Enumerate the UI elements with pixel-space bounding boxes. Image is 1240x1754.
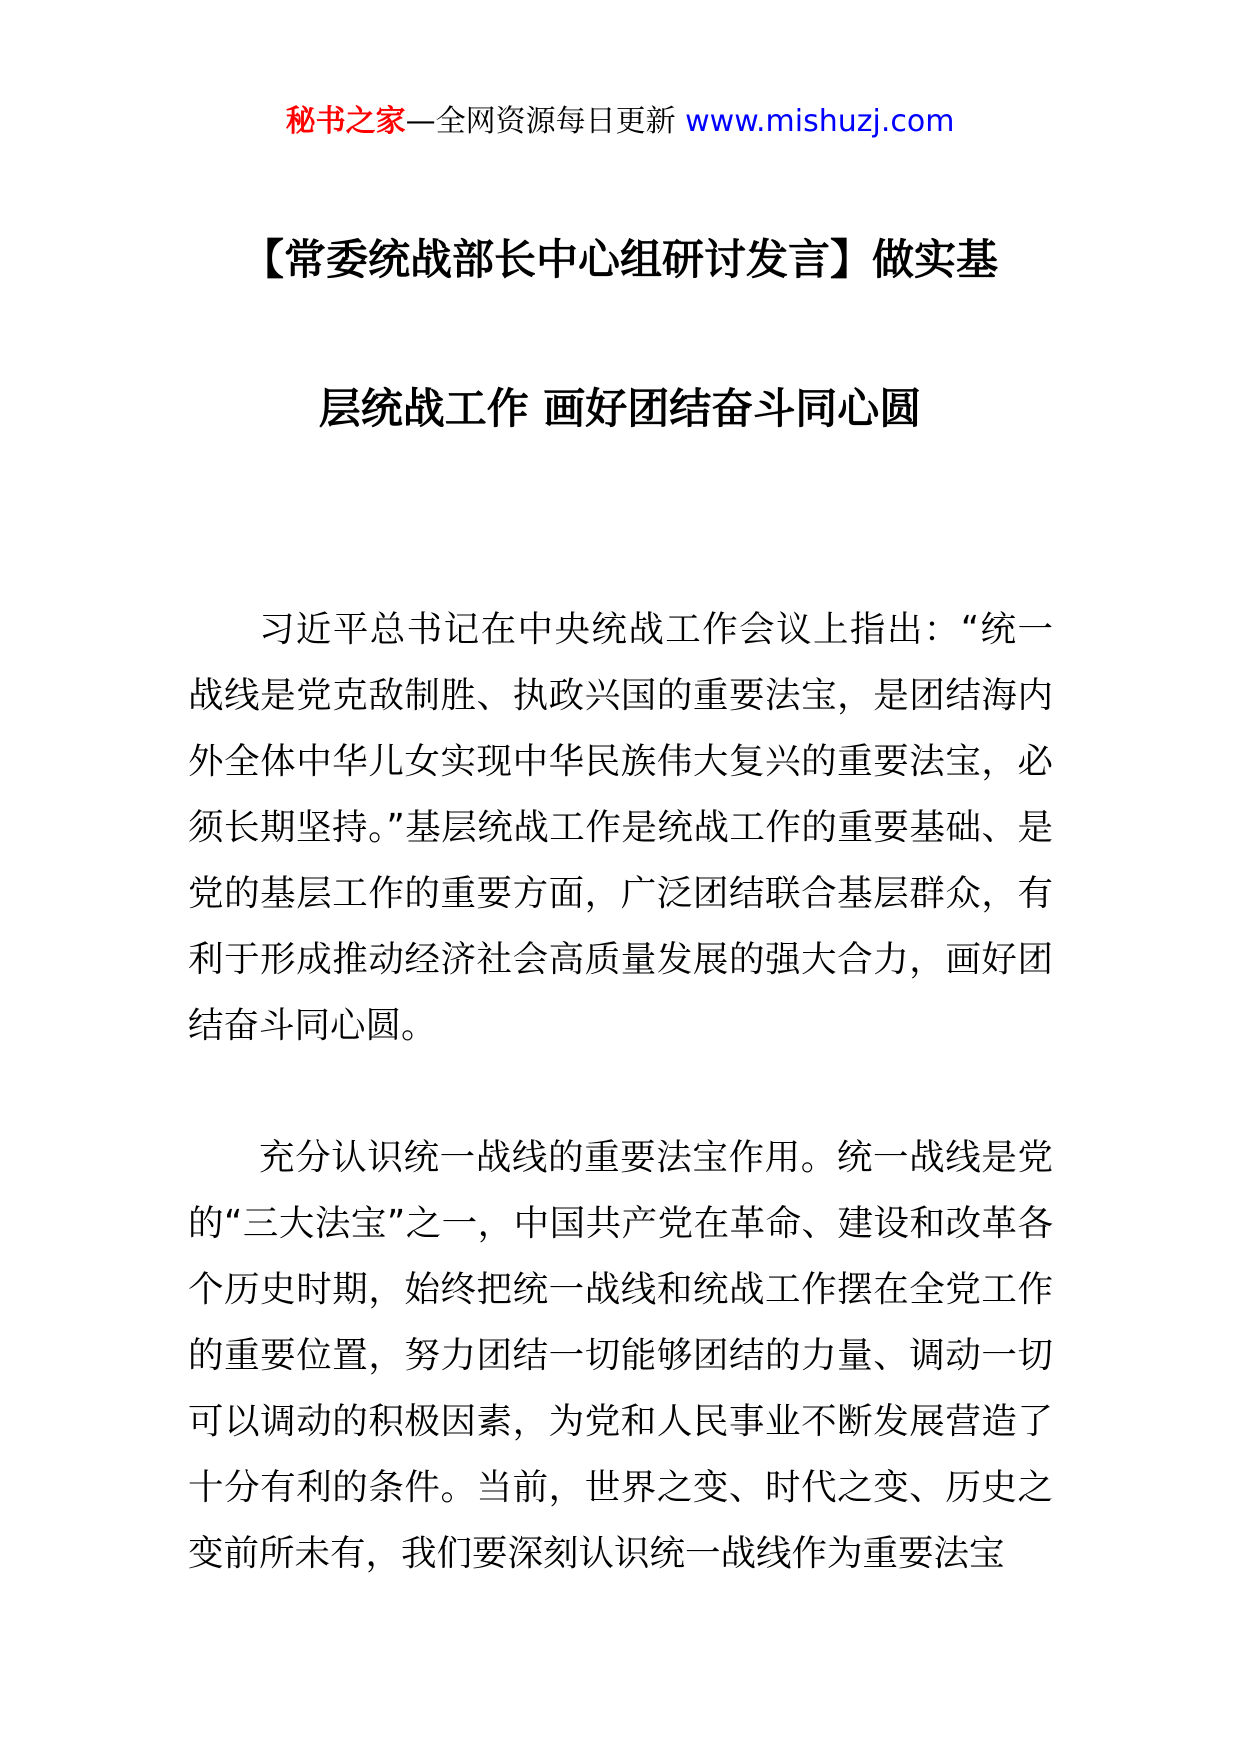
paragraph-1: 习近平总书记在中央统战工作会议上指出：“统一战线是党克敌制胜、执政兴国的重要法宝，是团结海内外全体中华儿女实现中华民族伟大复兴的重要法宝，必须长期坚持。”基层统战工作是统战工作的重要基础、是党的基层工作的重要方面，广泛团结联合基层群众，有利于形成推动经济社会高质量发展的强大合力，画好团结奋斗同心圆。 (188, 609, 1053, 1046)
title-line-1: 【常委统战部长中心组研讨发言】做实基 (241, 235, 998, 284)
title-line-2: 层统战工作 画好团结奋斗同心圆 (318, 384, 922, 433)
header-tagline: —全网资源每日更新 (405, 104, 686, 139)
document-body (188, 597, 1053, 1587)
paragraph-2: 充分认识统一战线的重要法宝作用。统一战线是党的“三大法宝”之一，中国共产党在革命、建设和改革各个历史时期，始终把统一战线和统战工作摆在全党工作的重要位置，努力团结一切能够团结的力量、调动一切可以调动的积极因素，为党和人民事业不断发展营造了十分有利的条件。当前，世界之变、时代之变、历史之变前所未有，我们要深刻认识统一战线作为重要法宝 (188, 1137, 1053, 1574)
brand-name: 秘书之家 (285, 104, 406, 139)
page-header (0, 100, 1240, 144)
document-title (160, 185, 1080, 483)
website-link[interactable]: www.mishuzj.com (685, 104, 955, 139)
